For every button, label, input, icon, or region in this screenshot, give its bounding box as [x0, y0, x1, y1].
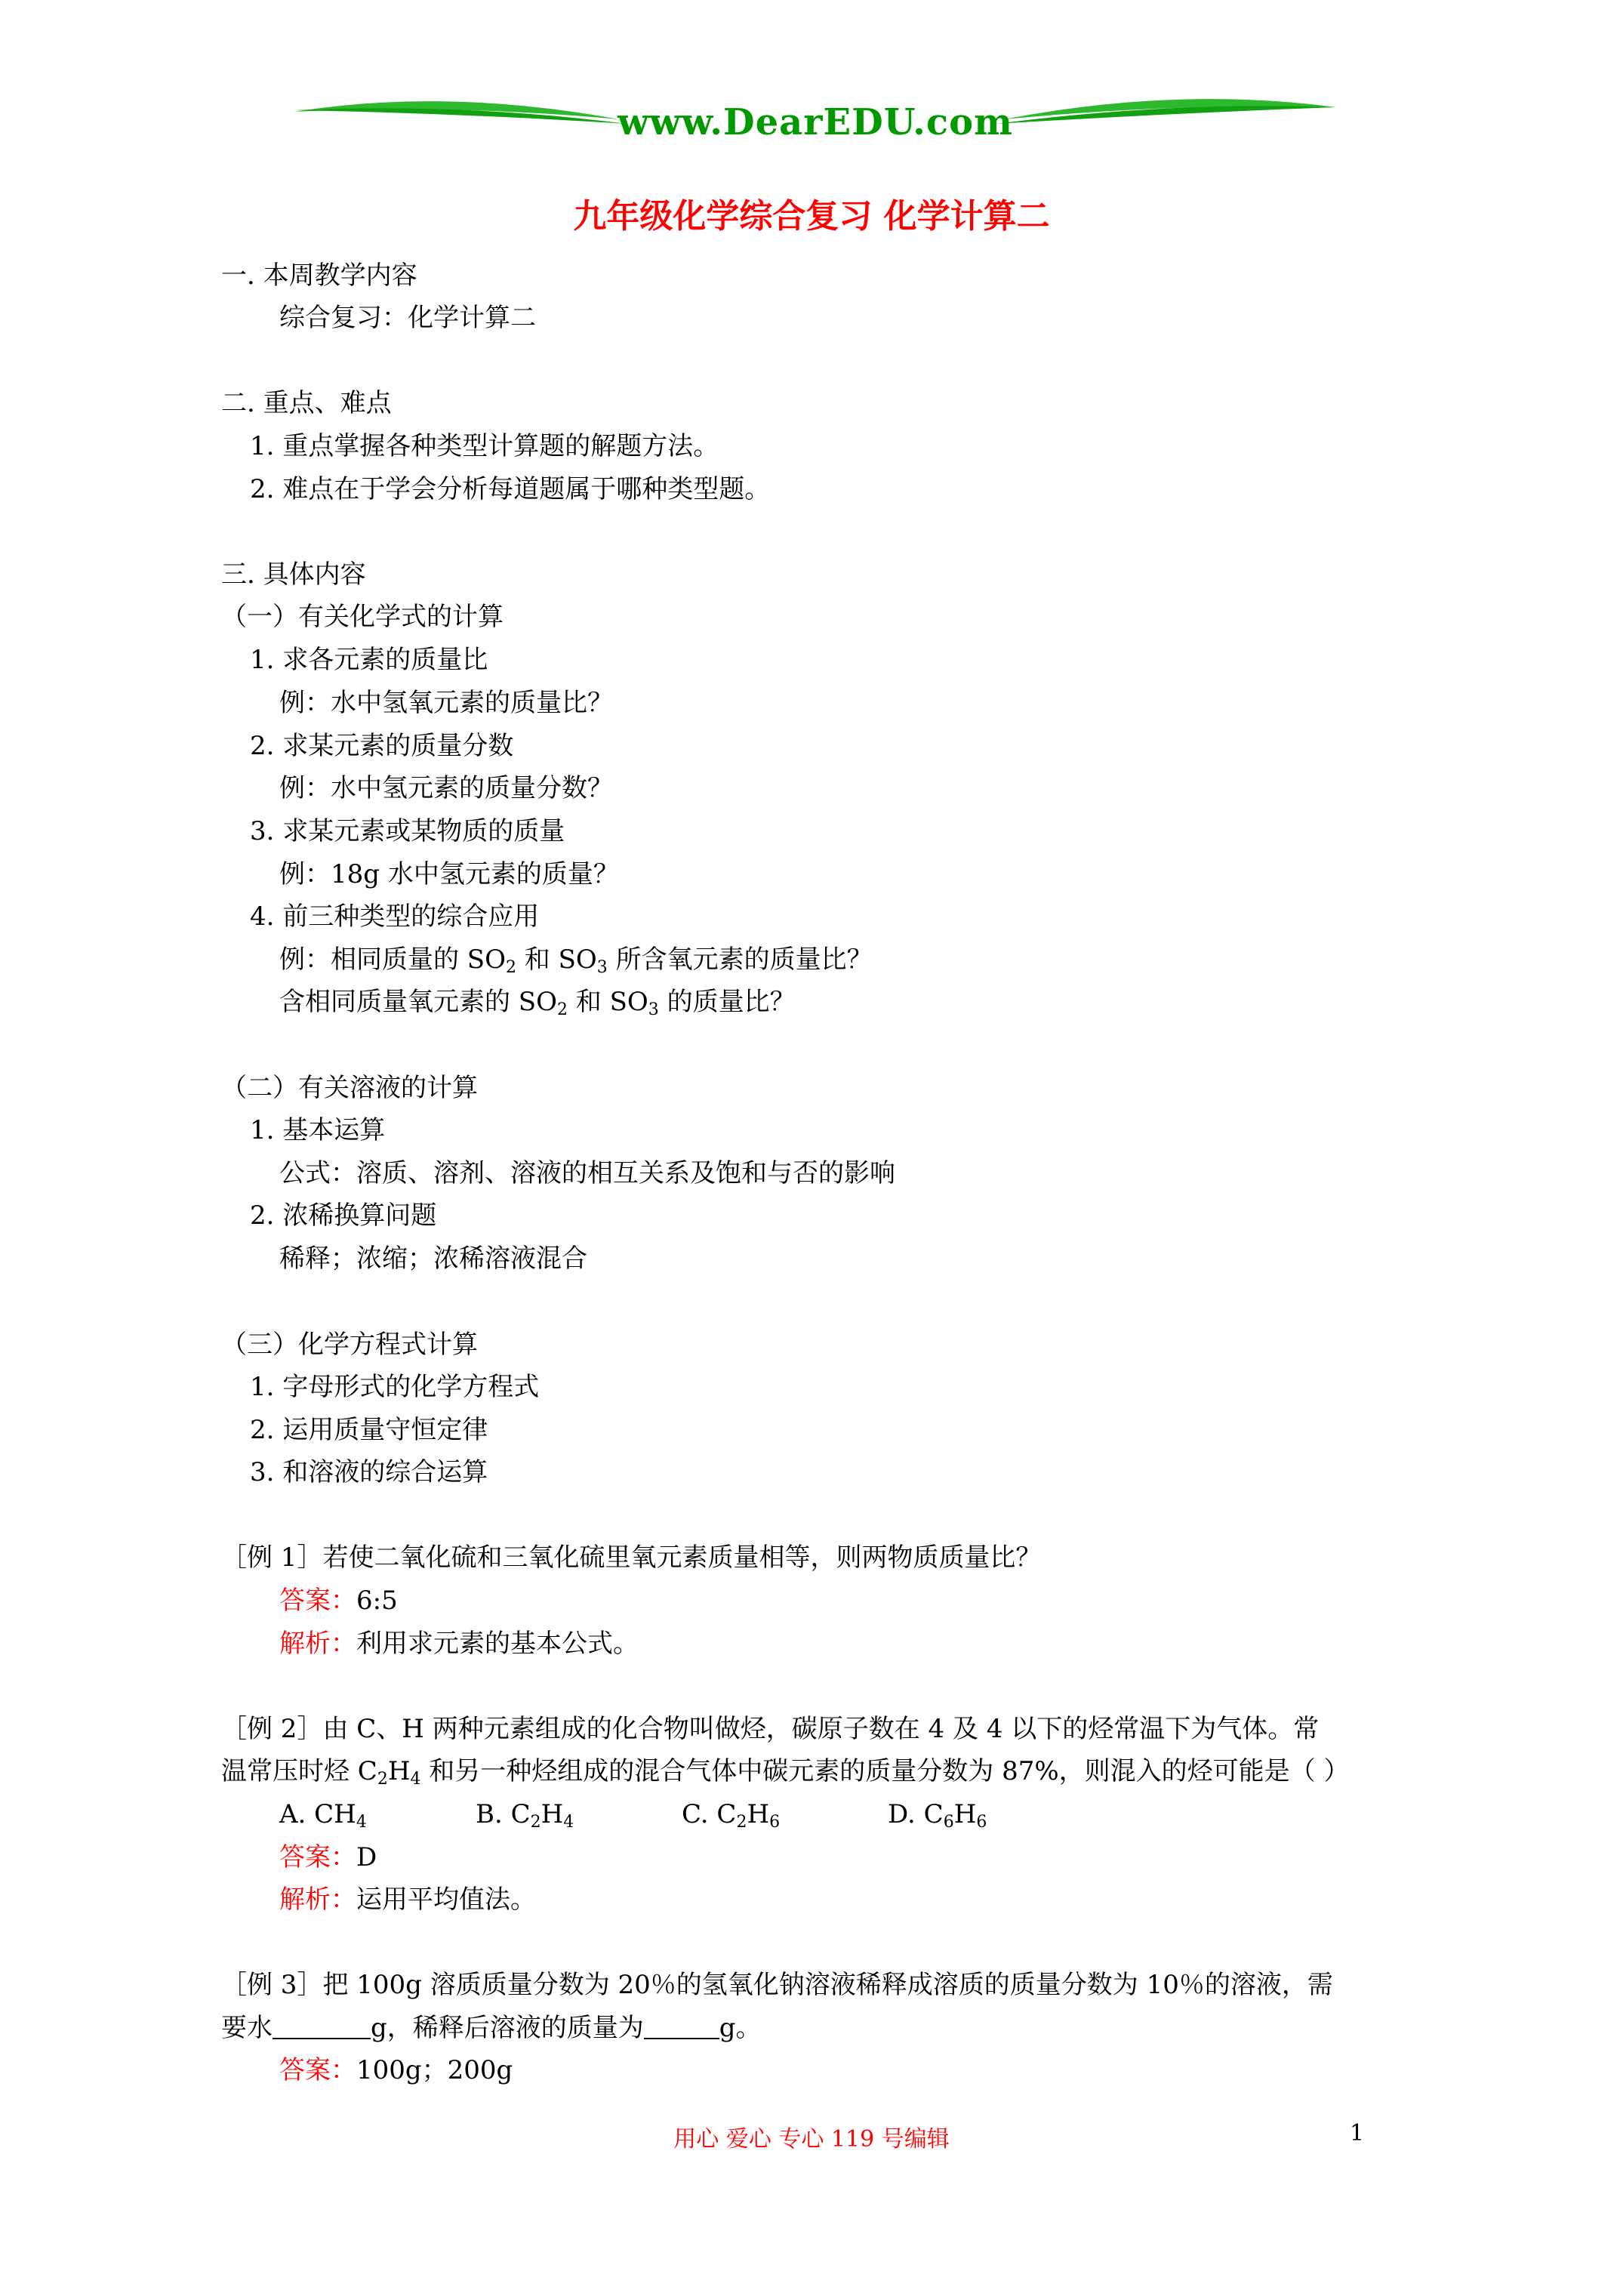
analysis-line: [279, 1885, 536, 1915]
list-item: 1. 字母形式的化学方程式: [250, 1372, 540, 1402]
list-item: 2. 运用质量守恒定律: [250, 1415, 488, 1445]
list-item: 1. 基本运算: [250, 1115, 386, 1145]
answer-label: 答案：: [279, 1842, 356, 1872]
example-question: ［例 2］由 C、H 两种元素组成的化合物叫做烃，碳原子数在 4 及 4 以下的烃常温下为气体。常: [221, 1714, 1320, 1744]
answer-label: 答案：: [279, 2055, 356, 2085]
list-item: 1. 求各元素的质量比: [250, 645, 488, 675]
option-a: A. $CH_4$: [279, 1799, 367, 1832]
list-item: 2. 浓稀换算问题: [250, 1200, 437, 1231]
section-heading: 二. 重点、难点: [221, 388, 392, 418]
section-content: 综合复习：化学计算二: [279, 303, 536, 333]
brand-logo[interactable]: www.DearEDU.com: [617, 101, 1013, 143]
answer-value: 6:5: [356, 1586, 398, 1616]
subsection-heading: （二）有关溶液的计算: [221, 1073, 478, 1103]
example-text: 稀释；浓缩；浓稀溶液混合: [279, 1244, 587, 1274]
answer-value: 100g；200g: [356, 2055, 513, 2085]
section-heading: 三. 具体内容: [221, 559, 366, 590]
blank-field: [273, 2015, 371, 2039]
example-text: 公式：溶质、溶剂、溶液的相互关系及饱和与否的影响: [279, 1158, 895, 1188]
option-b: B. $C_2H_4$: [476, 1799, 574, 1832]
answer-value: D: [356, 1842, 377, 1872]
analysis-value: 利用求元素的基本公式。: [356, 1629, 639, 1659]
answer-label: 答案：: [279, 1586, 356, 1616]
list-item: 3. 和溶液的综合运算: [250, 1457, 488, 1487]
example-text: 例：18g 水中氢元素的质量？: [279, 859, 619, 889]
example-text: 例：水中氢元素的质量分数？: [279, 773, 613, 803]
example-question: 要水 g，稀释后溶液的质量为 g。: [221, 2013, 762, 2043]
example-question: ［例 1］若使二氧化硫和三氧化硫里氧元素质量相等，则两物质质量比？: [221, 1542, 1042, 1573]
list-item: 3. 求某元素或某物质的质量: [250, 816, 565, 846]
example-question: 温常压时烃 $C_2H_4$ 和另一种烃组成的混合气体中碳元素的质量分数为 87%，则混入的烃可能是（ ）: [221, 1756, 1350, 1789]
section-heading: 一. 本周教学内容: [221, 260, 417, 291]
page-footer: 用心 爱心 专心 119 号编辑: [673, 2126, 950, 2153]
answer-line: [279, 1842, 377, 1872]
answer-line: [279, 2055, 513, 2085]
option-c: C. $C_2H_6$: [682, 1799, 781, 1832]
example-text: 含相同质量氧元素的 $SO_2$ 和 $SO_3$ 的质量比？: [279, 987, 796, 1019]
subsection-heading: （三）化学方程式计算: [221, 1330, 478, 1360]
analysis-value: 运用平均值法。: [356, 1885, 536, 1915]
list-item: 2. 难点在于学会分析每道题属于哪种类型题。: [250, 474, 771, 504]
site-banner: [294, 91, 1336, 159]
option-d: D. $C_6H_6$: [888, 1799, 987, 1832]
example-text: 例：相同质量的 $SO_2$ 和 $SO_3$ 所含氧元素的质量比？: [279, 945, 873, 977]
analysis-line: [279, 1629, 639, 1659]
blank-field: [644, 2015, 719, 2039]
example-text: 例：水中氢氧元素的质量比？: [279, 688, 613, 718]
list-item: 4. 前三种类型的综合应用: [250, 901, 540, 932]
analysis-label: 解析：: [279, 1629, 356, 1659]
page-title: 九年级化学综合复习 化学计算二: [573, 197, 1050, 236]
subsection-heading: （一）有关化学式的计算: [221, 602, 504, 632]
page-number: 1: [1350, 2120, 1365, 2147]
list-item: 2. 求某元素的质量分数: [250, 731, 514, 761]
answer-line: [279, 1586, 398, 1616]
example-question: ［例 3］把 100g 溶质质量分数为 20％的氢氧化钠溶液稀释成溶质的质量分数为 10％的溶液，需: [221, 1970, 1333, 2000]
list-item: 1. 重点掌握各种类型计算题的解题方法。: [250, 431, 719, 461]
analysis-label: 解析：: [279, 1885, 356, 1915]
